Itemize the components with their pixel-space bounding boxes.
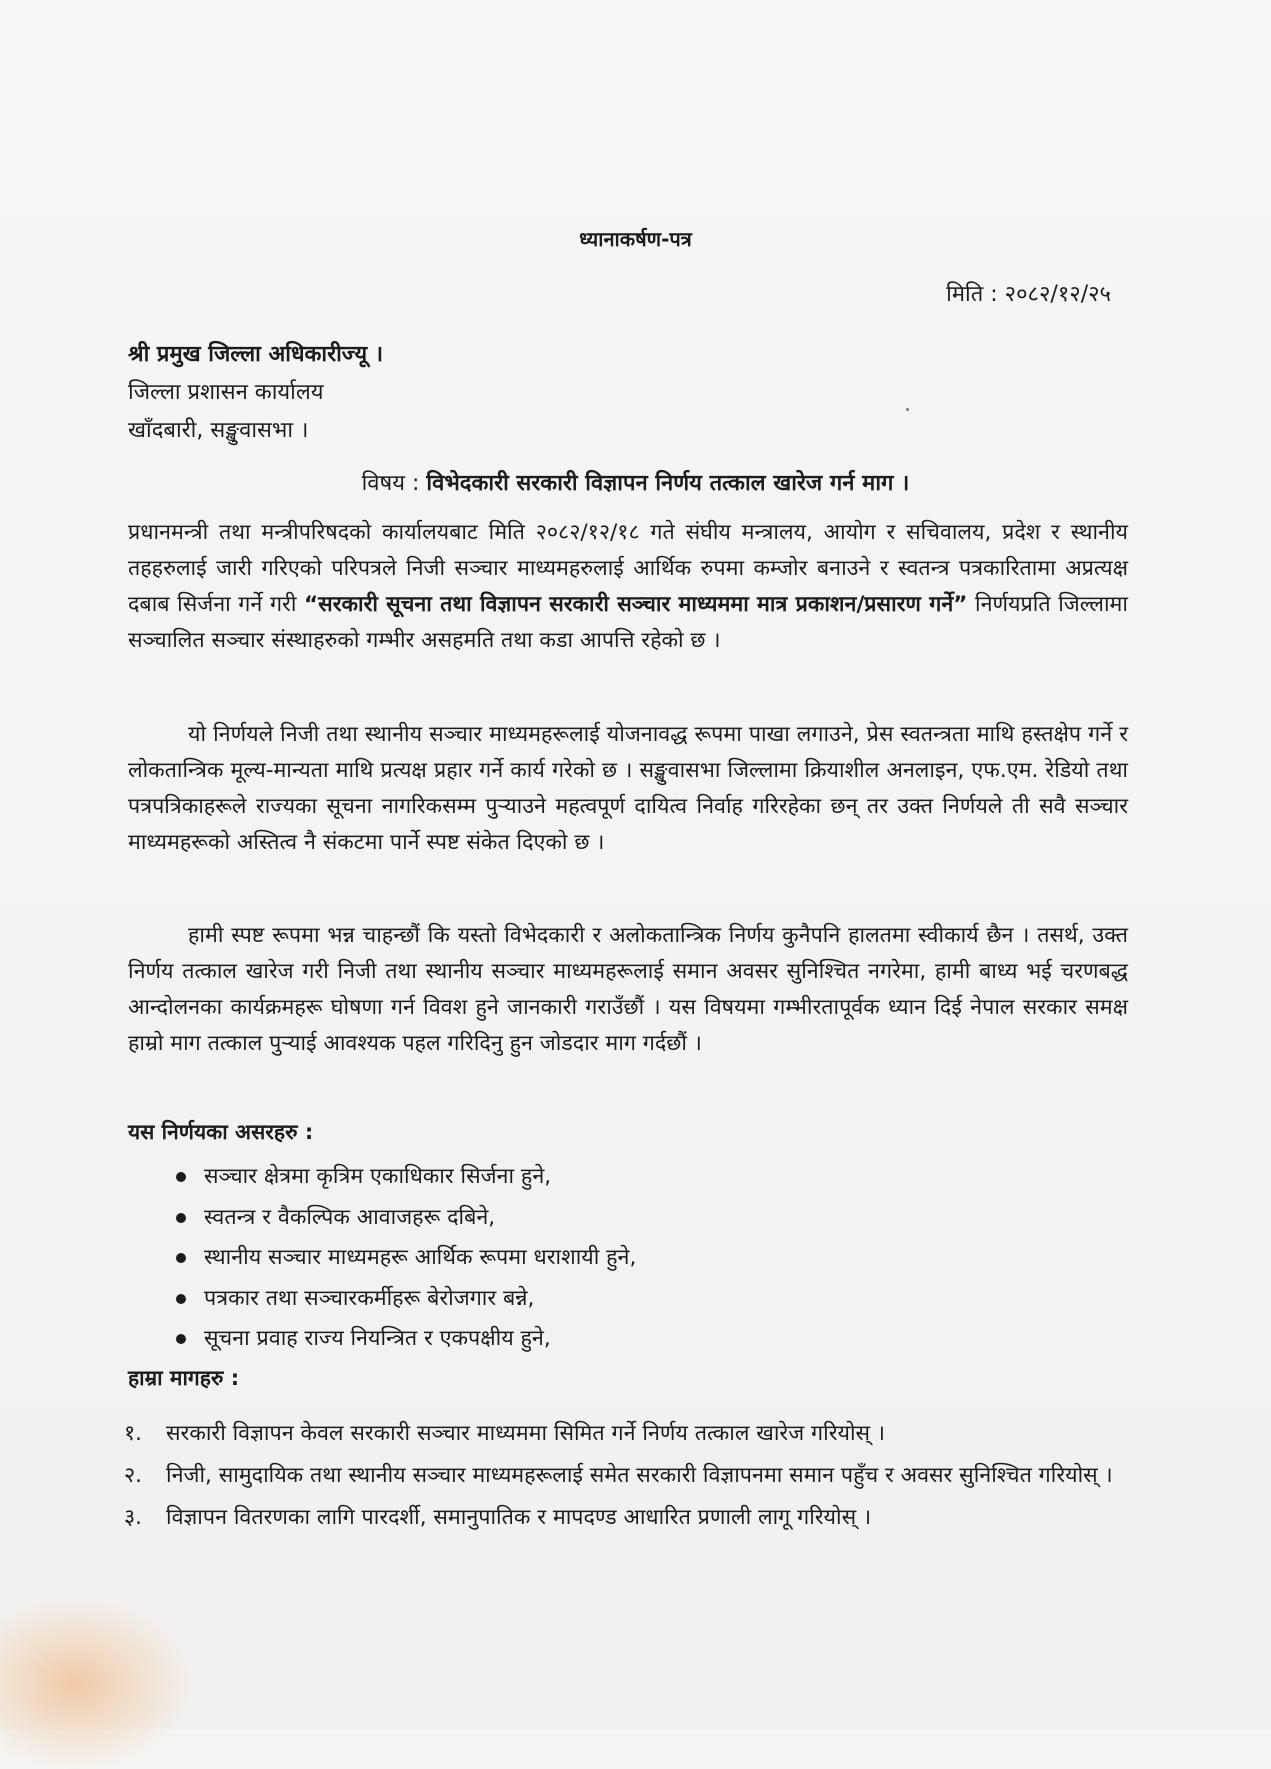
paragraph-1-intro: प्रधानमन्त्री तथा मन्त्रीपरिषदको कार्यालयबाट मिति २०८२/१२/१८ गते संघीय मन्त्रालय, आयोग र सचिवालय, प्रदेश र स्थानीय तहहरुलाई जारी गरिएको परिपत्रले निजी सञ्चार माध्यमहरुलाई आर्थिक रुपमा कम्जोर बनाउने र स्वतन्त्र पत्रकारितामा अप्रत्यक्ष दबाब सिर्जना गर्ने गरी bbox=[128, 520, 1128, 617]
bullet-icon bbox=[176, 1213, 186, 1223]
recipient-office: जिल्ला प्रशासन कार्यालय bbox=[128, 380, 324, 405]
paragraph-3: हामी स्पष्ट रूपमा भन्न चाहन्छौं कि यस्तो विभेदकारी र अलोकतान्त्रिक निर्णय कुनैपनि हालतमा स्वीकार्य छैन । तसर्थ, उक्त निर्णय तत्काल खारेज गरी निजी तथा स्थानीय सञ्चार माध्यमहरूलाई समान अवसर सुनिश्चित नगरेमा, हामी बाध्य भई चरणबद्ध आन्दोलनका कार्यक्रमहरू घोषणा गर्न विवश हुने जानकारी गराउँछौं । यस विषयमा गम्भीरतापूर्वक ध्यान दिई नेपाल सरकार समक्ष हाम्रो माग तत्काल पुऱ्याई आवश्यक पहल गरिदिनु हुन जोडदार माग गर्दछौं । bbox=[128, 923, 1128, 1056]
list-item bbox=[124, 1416, 1134, 1452]
subject-line bbox=[0, 467, 1271, 497]
subject-label: विषय : bbox=[361, 471, 420, 496]
recipient-title: श्री प्रमुख जिल्ला अधिकारीज्यू । bbox=[128, 342, 384, 367]
paper-stain bbox=[0, 1599, 190, 1769]
list-item bbox=[172, 1319, 636, 1360]
recipient-location: खाँदबारी, सङ्खुवासभा । bbox=[128, 418, 309, 443]
paper-speck bbox=[906, 408, 909, 411]
bullet-icon bbox=[176, 1172, 186, 1182]
subject-title: विभेदकारी सरकारी विज्ञापन निर्णय तत्काल खारेज गर्न माग । bbox=[426, 471, 910, 496]
list-item bbox=[172, 1157, 636, 1198]
paragraph-1-quote: “सरकारी सूचना तथा विज्ञापन सरकारी सञ्चार माध्यममा मात्र प्रकाशन/प्रसारण गर्ने” bbox=[304, 592, 968, 617]
demands-list bbox=[124, 1416, 1134, 1542]
paragraph-1-end: निर्णयप्रति जिल्लामा सञ्चालित सञ्चार संस्थाहरुको गम्भीर असहमति तथा कडा आपत्ति रहेको छ । bbox=[128, 592, 1128, 653]
effects-list bbox=[172, 1157, 636, 1360]
letter-heading: ध्यानाकर्षण-पत्र bbox=[579, 227, 692, 251]
demand-text: सरकारी विज्ञापन केवल सरकारी सञ्चार माध्यममा सिमित गर्ने निर्णय तत्काल खारेज गरियोस् । bbox=[166, 1421, 886, 1446]
effect-text: सूचना प्रवाह राज्य नियन्त्रित र एकपक्षीय हुने, bbox=[204, 1326, 551, 1351]
demand-text: विज्ञापन वितरणका लागि पारदर्शी, समानुपातिक र मापदण्ड आधारित प्रणाली लागू गरियोस् । bbox=[166, 1505, 872, 1530]
list-item bbox=[124, 1500, 1134, 1536]
effect-text: स्वतन्त्र र वैकल्पिक आवाजहरू दबिने, bbox=[204, 1204, 496, 1230]
effect-text: स्थानीय सञ्चार माध्यमहरू आर्थिक रूपमा धराशायी हुने, bbox=[204, 1245, 637, 1270]
list-item bbox=[172, 1279, 636, 1320]
demand-text: निजी, सामुदायिक तथा स्थानीय सञ्चार माध्यमहरूलाई समेत सरकारी विज्ञापनमा समान पहुँच र अवसर सुनिश्चित गरियोस् । bbox=[166, 1463, 1113, 1488]
effect-text: पत्रकार तथा सञ्चारकर्मीहरू बेरोजगार बन्ने, bbox=[204, 1285, 535, 1311]
demand-number: २. bbox=[124, 1463, 143, 1488]
demand-number: १. bbox=[124, 1421, 143, 1446]
paragraph-1 bbox=[128, 515, 1128, 659]
recipient-address bbox=[128, 336, 383, 450]
list-item bbox=[124, 1458, 1134, 1494]
effect-text: सञ्चार क्षेत्रमा कृत्रिम एकाधिकार सिर्जना हुने, bbox=[204, 1164, 552, 1189]
bullet-icon bbox=[176, 1253, 186, 1263]
demands-title: हाम्रा मागहरु : bbox=[128, 1366, 240, 1390]
bullet-icon bbox=[176, 1294, 186, 1304]
demand-number: ३. bbox=[124, 1505, 143, 1530]
list-item bbox=[172, 1198, 636, 1239]
letter-date: मिति : २०८२/१२/२५ bbox=[946, 282, 1111, 307]
bullet-icon bbox=[176, 1334, 186, 1344]
list-item bbox=[172, 1238, 636, 1279]
effects-title: यस निर्णयका असरहरु : bbox=[128, 1120, 314, 1144]
paragraph-2: यो निर्णयले निजी तथा स्थानीय सञ्चार माध्यमहरूलाई योजनावद्ध रूपमा पाखा लगाउने, प्रेस स्वतन्त्रता माथि हस्तक्षेप गर्ने र लोकतान्त्रिक मूल्य-मान्यता माथि प्रत्यक्ष प्रहार गर्ने कार्य गरेको छ । सङ्खुवासभा जिल्लामा क्रियाशील अनलाइन, एफ.एम. रेडियो तथा पत्रपत्रिकाहरूले राज्यका सूचना नागरिकसम्म पुऱ्याउने महत्वपूर्ण दायित्व निर्वाह गरिरहेका छन् तर उक्त निर्णयले ती सवै सञ्चार माध्यमहरूको अस्तित्व नै संकटमा पार्ने स्पष्ट संकेत दिएको छ । bbox=[128, 722, 1128, 855]
